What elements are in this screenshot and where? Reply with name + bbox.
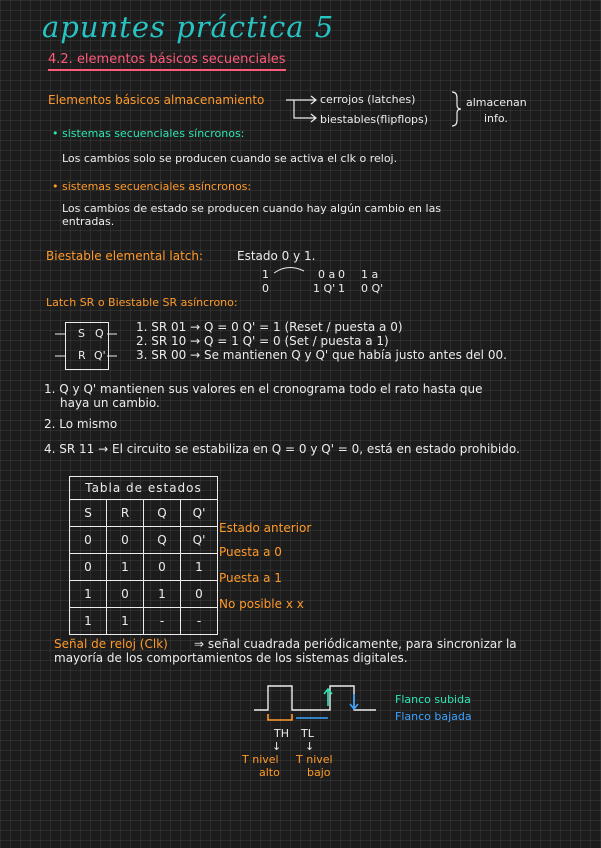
state-table-caption: Tabla de estados: [70, 477, 218, 500]
async-text-line1: Los cambios de estado se producen cuando hay algún cambio en las: [62, 202, 442, 215]
table-cell: Q: [144, 527, 181, 554]
sr-case-3: 3. SR 00 → Se mantienen Q y Q' que había justo antes del 00.: [136, 348, 507, 362]
page-title: apuntes práctica 5: [42, 10, 335, 44]
section-subtitle: 4.2. elementos básicos secuenciales: [48, 52, 286, 71]
table-cell: 0: [181, 581, 218, 608]
sync-heading: • sistemas secuenciales síncronos:: [52, 127, 245, 140]
storage-note-line1: almacenan: [466, 96, 527, 109]
table-cell: 1: [107, 608, 144, 635]
note-4: 4. SR 11 → El circuito se estabiliza en Q = 0 y Q' = 0, está en estado prohibido.: [44, 442, 520, 456]
rising-edge-arrow: [324, 689, 332, 706]
row-label-forbidden: No posible x x: [219, 597, 304, 611]
sr-case-2: 2. SR 10 → Q = 1 Q' = 0 (Set / puesta a 1): [136, 334, 389, 348]
latch-arrow: [270, 263, 310, 277]
latch-heading: Biestable elemental latch:: [46, 249, 204, 263]
table-header: Q: [144, 500, 181, 527]
sr-block-qn: Q': [94, 349, 106, 362]
rising-edge-label: Flanco subida: [395, 693, 471, 706]
curly-brace: [449, 90, 463, 128]
latch-s1-d: 0 Q': [361, 282, 384, 295]
sr-block-wires: [55, 322, 119, 370]
table-cell: 1: [70, 581, 107, 608]
note-1-line2: haya un cambio.: [60, 396, 160, 410]
th-label: TH: [274, 727, 289, 740]
th-arrow: ↓: [272, 740, 282, 753]
table-row: [70, 527, 218, 554]
latch-s0-a: 1: [262, 268, 269, 281]
storage-item-flipflops: biestables(flipflops): [320, 113, 429, 126]
storage-label: Elementos básicos almacenamiento: [48, 93, 265, 107]
row-label-previous: Estado anterior: [219, 521, 312, 535]
table-header: Q': [181, 500, 218, 527]
row-label-set: Puesta a 1: [219, 571, 282, 585]
latch-s1-a: 0: [338, 268, 345, 281]
th-bracket: [268, 714, 292, 720]
sr-block-s: S: [78, 327, 85, 340]
state-table: [69, 476, 218, 635]
table-cell: 0: [107, 581, 144, 608]
latch-s0-c: 0: [262, 282, 269, 295]
sr-case-1: 1. SR 01 → Q = 0 Q' = 1 (Reset / puesta a 0): [136, 320, 403, 334]
note-2: 2. Lo mismo: [44, 417, 118, 431]
sync-text: Los cambios solo se producen cuando se activa el clk o reloj.: [62, 152, 398, 165]
tl-arrow: ↓: [305, 740, 315, 753]
th-desc-line2: alto: [259, 766, 280, 779]
falling-edge-arrow: [350, 694, 358, 709]
latch-s0-b: 0 a: [318, 268, 336, 281]
table-cell: 1: [70, 608, 107, 635]
table-header: R: [107, 500, 144, 527]
clock-desc-line1: ⇒ señal cuadrada periódicamente, para sincronizar la: [194, 637, 517, 651]
async-heading: • sistemas secuenciales asíncronos:: [52, 180, 252, 193]
th-desc-line1: T nivel: [242, 753, 279, 766]
table-cell: 0: [70, 527, 107, 554]
table-cell: Q': [181, 527, 218, 554]
table-cell: 0: [70, 554, 107, 581]
latch-s1-c: 1: [338, 282, 345, 295]
square-wave: [254, 686, 376, 710]
table-cell: -: [181, 608, 218, 635]
falling-edge-label: Flanco bajada: [395, 710, 472, 723]
table-row: [70, 554, 218, 581]
arrow-to-latches: [286, 96, 316, 104]
table-header: S: [70, 500, 107, 527]
table-cell: 1: [107, 554, 144, 581]
storage-arrows: [284, 94, 320, 124]
table-cell: 1: [144, 581, 181, 608]
async-text-line2: entradas.: [62, 215, 115, 228]
sr-block-q: Q: [95, 327, 104, 340]
storage-item-latches: cerrojos (latches): [320, 93, 416, 106]
sr-block-r: R: [78, 349, 86, 362]
latch-s1-b: 1 a: [361, 268, 379, 281]
sr-heading: Latch SR o Biestable SR asíncrono:: [46, 296, 238, 309]
tl-desc-line2: bajo: [307, 766, 331, 779]
latch-s0-d: 1 Q': [313, 282, 336, 295]
tl-desc-line1: T nivel: [296, 753, 333, 766]
clock-label: Señal de reloj (Clk): [54, 637, 168, 651]
clock-desc-line2: mayoría de los comportamientos de los sistemas digitales.: [54, 651, 408, 665]
table-row: [70, 608, 218, 635]
table-cell: 1: [181, 554, 218, 581]
tl-label: TL: [301, 727, 314, 740]
table-row: [70, 581, 218, 608]
table-cell: 0: [107, 527, 144, 554]
clock-waveform: [248, 680, 388, 750]
latch-states: Estado 0 y 1.: [237, 249, 316, 263]
note-1-line1: 1. Q y Q' mantienen sus valores en el cronograma todo el rato hasta que: [44, 382, 483, 396]
table-cell: -: [144, 608, 181, 635]
table-cell: 0: [144, 554, 181, 581]
row-label-reset: Puesta a 0: [219, 545, 282, 559]
storage-note-line2: info.: [484, 112, 508, 125]
